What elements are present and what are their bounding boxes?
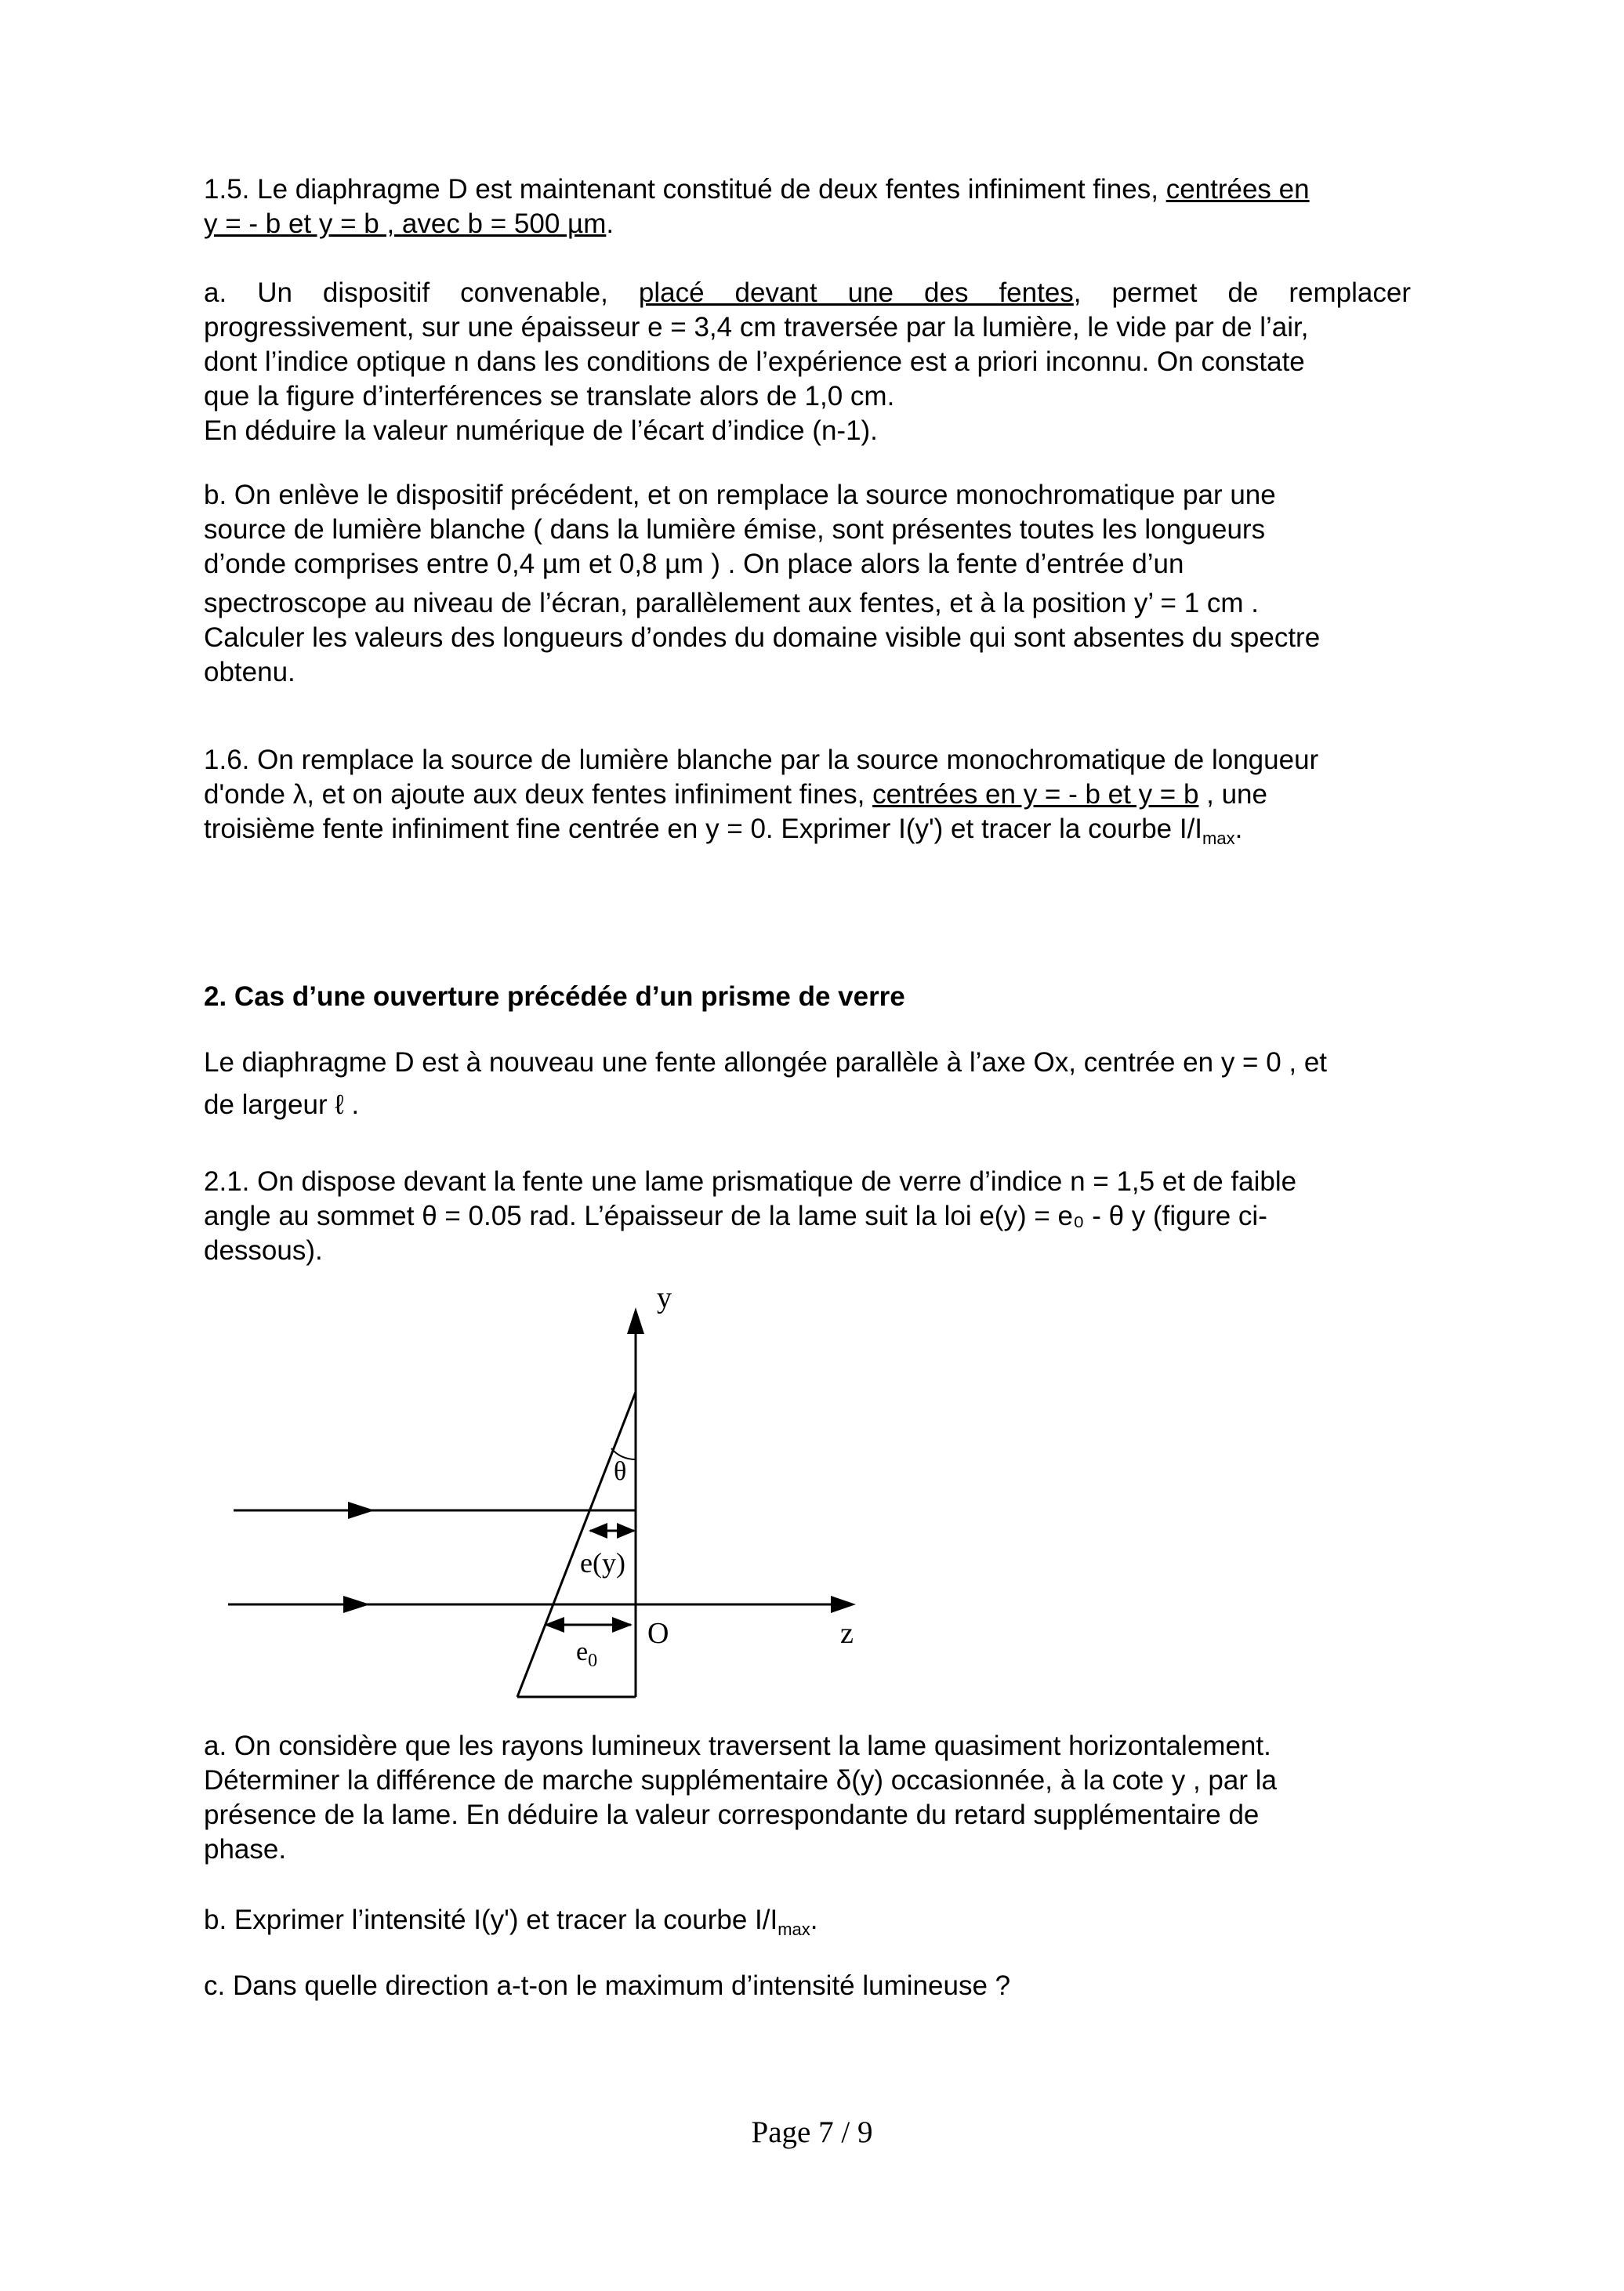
s15a-line1: a. Un dispositif convenable, placé devant une des fentes, permet de remplacer — [204, 277, 1411, 308]
s15b-line4: spectroscope au niveau de l’écran, parallèlement aux fentes, et à la position y’ = 1 cm . — [204, 588, 1259, 618]
ray-upper-arrow — [348, 1502, 375, 1519]
z-axis-arrowhead — [831, 1596, 856, 1613]
e0-label: $e_0$ — [576, 1637, 598, 1671]
s15a-line5: En déduire la valeur numérique de l’écart d’indice (n-1). — [204, 415, 878, 446]
y-axis-label: y — [657, 1281, 672, 1314]
s21a-line1: a. On considère que les rayons lumineux traversent la lame quasiment horizontalement. — [204, 1731, 1271, 1761]
s21-line3: dessous). — [204, 1235, 323, 1266]
page-number: Page 7 / 9 — [751, 2115, 873, 2149]
y-axis-arrowhead — [627, 1307, 644, 1334]
s15-line2: y = - b et y = b , avec b = 500 µm. — [204, 208, 614, 239]
s15b-line6: obtenu. — [204, 657, 295, 687]
s15b-line3: d’onde comprises entre 0,4 µm et 0,8 µm ) . On place alors la fente d’entrée d’un — [204, 549, 1184, 579]
s15a-line3: dont l’indice optique n dans les conditions de l’expérience est a priori inconnu. On constate — [204, 346, 1305, 377]
s15-line1: 1.5. Le diaphragme D est maintenant constitué de deux fentes infiniment fines, centrées en — [204, 174, 1310, 205]
s21-line2: angle au sommet θ = 0.05 rad. L’épaisseur de la lame suit la loi e(y) = e₀ - θ y (figure ci- — [204, 1201, 1267, 1231]
s2-line1: Le diaphragme D est à nouveau une fente allongée parallèle à l’axe Ox, centrée en y = 0 , et — [204, 1047, 1328, 1078]
s2-line2: de largeur ℓ . — [204, 1089, 360, 1120]
section-2-1-c: c. Dans quelle direction a-t-on le maximum d’intensité lumineuse ? — [204, 1970, 1011, 2001]
theta-label: θ — [614, 1457, 627, 1486]
section-2-1-b: b. Exprimer l’intensité I(y') et tracer la courbe $I/I_{max}$. — [204, 1905, 818, 1939]
ey-arrow-right — [617, 1523, 636, 1539]
origin-label: O — [647, 1617, 669, 1650]
s16-line1: 1.6. On remplace la source de lumière blanche par la source monochromatique de longueur — [204, 745, 1319, 775]
ray-lower-arrow — [343, 1596, 370, 1613]
s21a-line4: phase. — [204, 1834, 287, 1865]
z-axis-label: z — [840, 1617, 854, 1650]
s15b-line2: source de lumière blanche ( dans la lumière émise, sont présentes toutes les longueurs — [204, 514, 1266, 545]
s16-line2: d'onde λ, et on ajoute aux deux fentes infiniment fines, centrées en y = - b et y = b , une — [204, 779, 1267, 810]
ey-label: e(y) — [580, 1547, 625, 1579]
section-2-heading: 2. Cas d’une ouverture précédée d’un prisme de verre — [204, 981, 905, 1012]
s21-line1: 2.1. On dispose devant la fente une lame prismatique de verre d’indice n = 1,5 et de faible — [204, 1166, 1297, 1197]
ey-arrow-left — [589, 1523, 607, 1539]
s21a-line2: Déterminer la différence de marche supplémentaire δ(y) occasionnée, à la cote y , par la — [204, 1765, 1277, 1796]
s21a-line3: présence de la lame. En déduire la valeur correspondante du retard supplémentaire de — [204, 1800, 1260, 1830]
e0-arrow-right — [612, 1617, 633, 1633]
s15a-line4: que la figure d’interférences se translate alors de 1,0 cm. — [204, 381, 895, 411]
s15b-line1: b. On enlève le dispositif précédent, et on remplace la source monochromatique par une — [204, 480, 1276, 510]
s16-line3: troisième fente infiniment fine centrée en y = 0. Exprimer I(y') et tracer la courbe $I/I_{max}$. — [204, 814, 1243, 848]
s15b-line5: Calculer les valeurs des longueurs d’ondes du domaine visible qui sont absentes du spectre — [204, 622, 1321, 653]
section-2-1-a — [204, 1729, 1411, 1867]
s15a-line2: progressivement, sur une épaisseur e = 3,4 cm traversée par la lumière, le vide par de l’air, — [204, 312, 1309, 343]
